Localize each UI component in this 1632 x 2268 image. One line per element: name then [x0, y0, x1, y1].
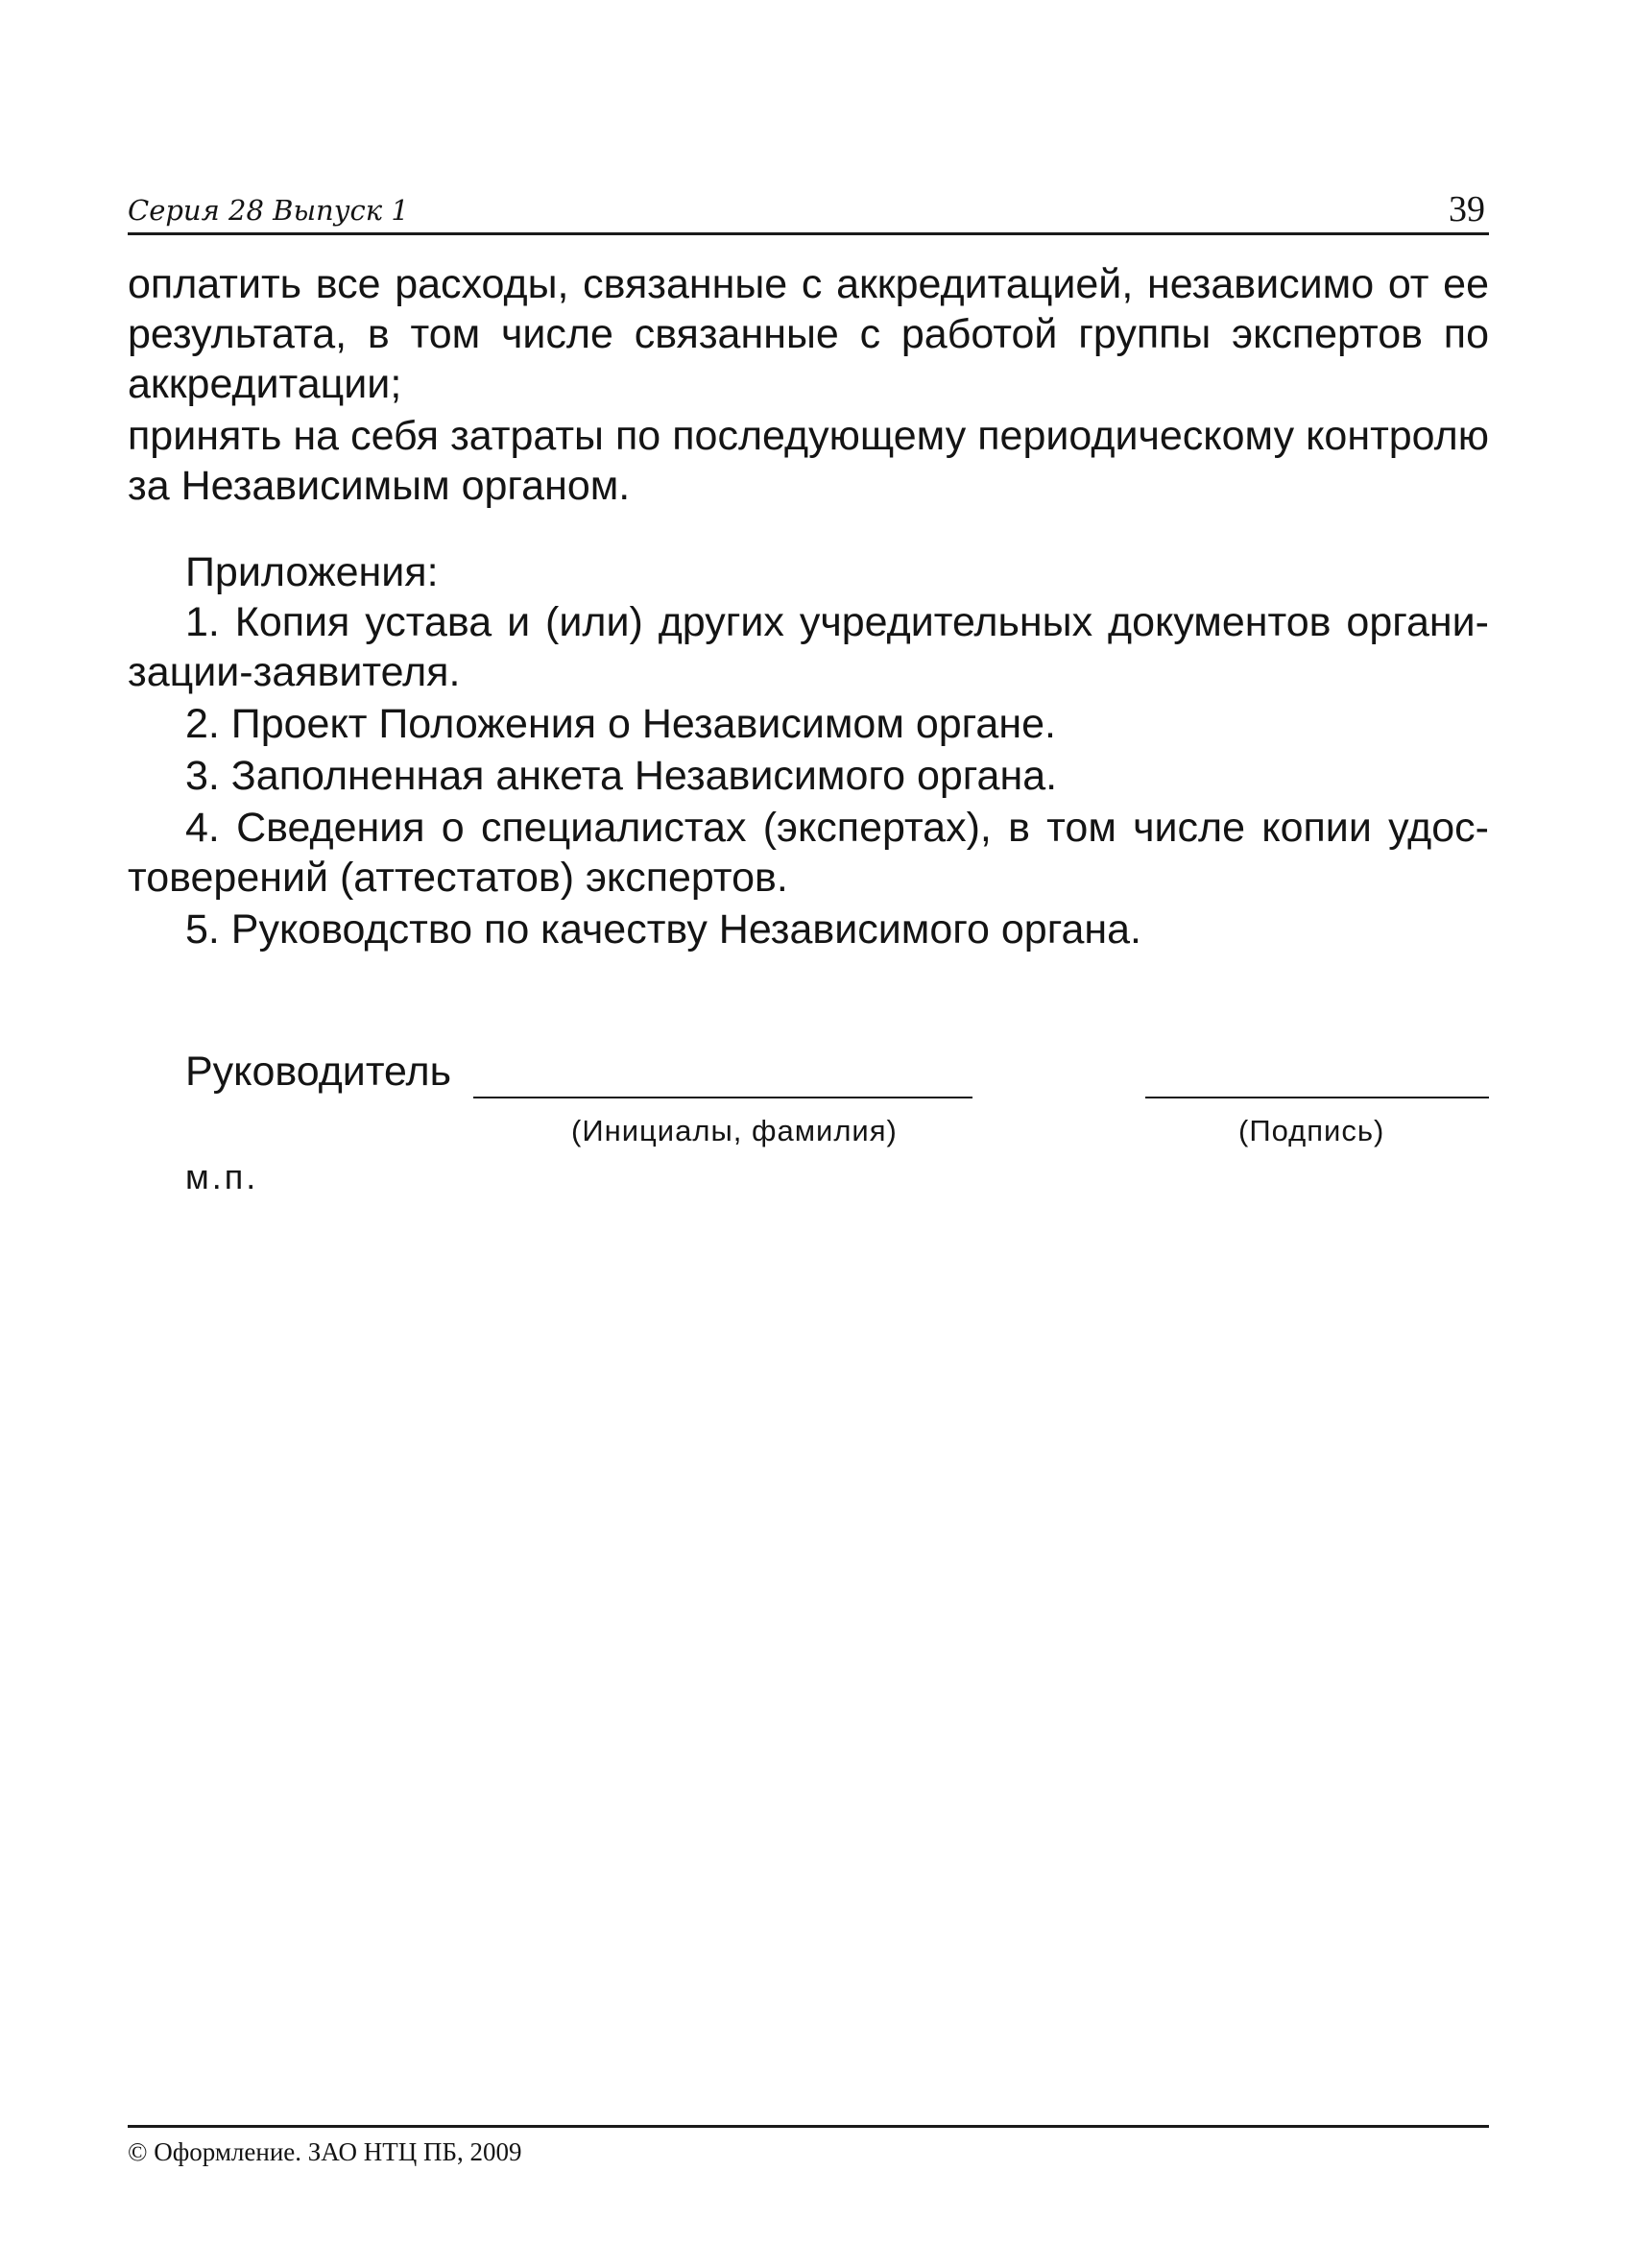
signature-label: Руководитель [185, 1049, 452, 1095]
page-header [128, 182, 1489, 235]
footer-copyright: © Оформление. ЗАО НТЦ ПБ, 2009 [128, 2137, 522, 2166]
footer-divider [128, 2125, 1489, 2128]
signature-line [1145, 1097, 1489, 1098]
series-label: Серия 28 Выпуск 1 [128, 194, 409, 227]
appendix-item: 2. Проект Положения о Независимом органе. [185, 701, 1056, 747]
page-number: 39 [1449, 189, 1485, 229]
appendix-list [128, 547, 1489, 956]
appendix-item: 4. Сведения о специалистах (экспертах), в том числе копии удостоверений (аттестатов) экспертов. [128, 805, 1489, 901]
appendix-title: Приложения: [185, 549, 439, 595]
name-caption: (Инициалы, фамилия) [571, 1114, 898, 1147]
paragraph-payment: оплатить все расходы, связанные с аккредитацией, независимо от ее результата, в том числе связанные с работой группы экспертов по аккредитации; [128, 261, 1489, 407]
signature-block [185, 1049, 1491, 1106]
name-line [473, 1097, 972, 1098]
paragraph-control-costs: принять на себя затраты по последующему периодическому контролю за Независимым органом. [128, 413, 1489, 509]
appendix-item: 1. Копия устава и (или) других учредительных документов организации-заявителя. [128, 599, 1489, 695]
stamp-note: м.п. [185, 1157, 259, 1196]
appendix-item: 3. Заполненная анкета Независимого органа. [185, 753, 1058, 799]
appendix-item: 5. Руководство по качеству Независимого органа. [185, 906, 1141, 953]
body-text [128, 259, 1489, 513]
signature-caption: (Подпись) [1238, 1114, 1385, 1147]
